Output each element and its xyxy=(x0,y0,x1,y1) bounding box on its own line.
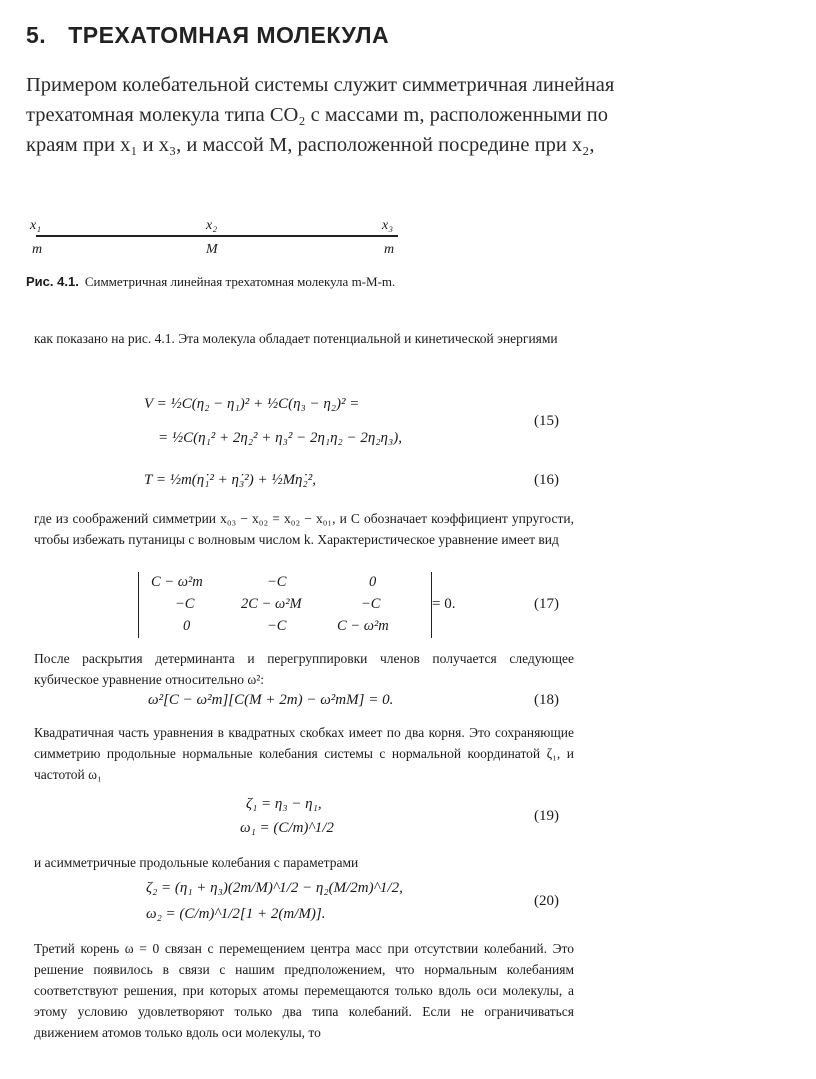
label-x3: x₃ xyxy=(382,218,394,233)
intro-line: трехатомная молекула типа CO₂ с массами m, расположенными по xyxy=(26,104,608,126)
matrix-cell: −C xyxy=(267,574,287,590)
equation-16-number: (16) xyxy=(534,472,559,488)
matrix-cell: 2C − ω²M xyxy=(241,596,302,612)
equation-20-line-1: ζ₂ = (η₁ + η₃)(2m/M)^1/2 − η₂(M/2m)^1/2, xyxy=(146,880,403,896)
matrix-cell: C − ω²m xyxy=(151,574,203,590)
equation-18-number: (18) xyxy=(534,692,559,708)
matrix-cell: 0 xyxy=(369,574,377,590)
intro-line: Примером колебательной системы служит симметричная линейная xyxy=(26,74,615,96)
caption-label: Рис. 4.1. xyxy=(26,274,79,289)
matrix-cell: C − ω²m xyxy=(337,618,389,634)
paragraph-5: и асимметричные продольные колебания с параметрами xyxy=(34,855,359,870)
equation-19-line-2: ω₁ = (C/m)^1/2 xyxy=(240,820,334,836)
section-heading xyxy=(26,22,389,49)
label-mass-m-left: m xyxy=(32,242,43,257)
equation-19-number: (19) xyxy=(534,808,559,824)
equation-19-line-1: ζ₁ = η₃ − η₁, xyxy=(246,796,322,812)
matrix-cell: 0 xyxy=(183,618,191,634)
equation-15-line-1: V = ½C(η₂ − η₁)² + ½C(η₃ − η₂)² = xyxy=(144,396,360,412)
equation-17-number: (17) xyxy=(534,596,559,612)
paragraph-1: как показано на рис. 4.1. Эта молекула обладает потенциальной и кинетической энергиями xyxy=(34,331,558,346)
matrix-cell: −C xyxy=(175,596,195,612)
caption-text: Симметричная линейная трехатомная молекула m-M-m. xyxy=(84,274,396,289)
intro-paragraph xyxy=(26,70,786,160)
label-x2: x₂ xyxy=(206,218,218,233)
paragraph-2: где из соображений симметрии x₀₃ − x₀₂ = x₀₂ − x₀₁, и C обозначает коэффициент упругости, чтобы избежать путаницы с волновым числом k. Характеристическое уравнение имеет вид xyxy=(34,511,574,547)
molecule-axis-line xyxy=(36,235,398,237)
equation-15-line-2: = ½C(η₁² + 2η₂² + η₃² − 2η₁η₂ − 2η₂η₃), xyxy=(158,430,402,446)
molecule-figure xyxy=(26,218,426,268)
equation-17-rhs: = 0. xyxy=(432,596,456,612)
intro-line: краям при x₁ и x₃, и массой M, расположенной посредине при x₂, xyxy=(26,134,595,156)
paragraph-6: Третий корень ω = 0 связан с перемещением центра масс при отсутствии колебаний. Это решение появилось в связи с нашим предположением, что нормальным колебаниям соответствуют решения, при которых атомы перемещаются только вдоль оси молекулы, а этому условию удовлетворяют только два типа колебаний. Если не ограничиваться движением атомов только вдоль оси молекулы, то xyxy=(34,941,574,1040)
equation-16: T = ½m(η̇₁² + η̇₃²) + ½Mη̇₂², xyxy=(144,472,316,488)
label-mass-M: M xyxy=(206,242,218,257)
equation-20-number: (20) xyxy=(534,893,559,909)
section-title: ТРЕХАТОМНАЯ МОЛЕКУЛА xyxy=(68,22,390,48)
paragraph-4: Квадратичная часть уравнения в квадратных скобках имеет по два корня. Это сохраняющие симметрию продольные нормальные колебания системы с нормальной координатой ζ₁, и частотой ω₁ xyxy=(34,725,574,782)
section-number: 5. xyxy=(26,22,47,48)
label-mass-m-right: m xyxy=(384,242,395,257)
matrix-cell: −C xyxy=(361,596,381,612)
label-x1: x₁ xyxy=(30,218,42,233)
matrix-cell: −C xyxy=(267,618,287,634)
determinant-matrix xyxy=(138,572,432,638)
equation-20-line-2: ω₂ = (C/m)^1/2[1 + 2(m/M)]. xyxy=(146,906,326,922)
paragraph-3: После раскрытия детерминанта и перегруппировки членов получается следующее кубическое уравнение относительно ω²: xyxy=(34,651,574,687)
equation-15-number: (15) xyxy=(534,413,559,429)
figure-caption xyxy=(26,274,395,290)
equation-18: ω²[C − ω²m][C(M + 2m) − ω²mM] = 0. xyxy=(148,692,394,708)
